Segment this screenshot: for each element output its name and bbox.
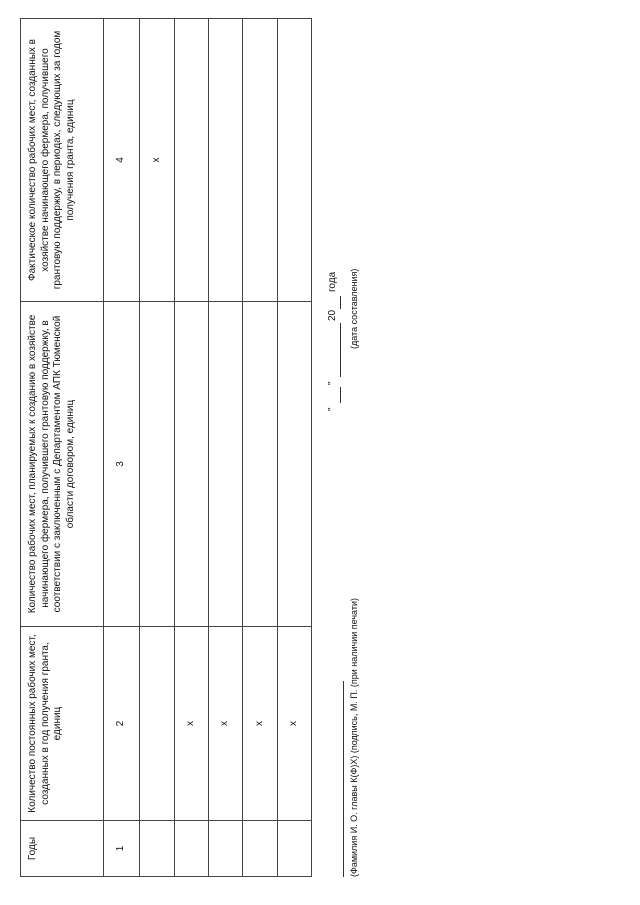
table-cell: x — [140, 19, 174, 302]
jobs-table — [20, 18, 312, 877]
table-row — [140, 19, 174, 877]
table-cell: x — [277, 627, 311, 821]
quote-close: " — [327, 381, 338, 385]
table-cell — [243, 19, 277, 302]
table-cell — [140, 627, 174, 821]
table-cell — [174, 19, 208, 302]
table-cell: x — [243, 627, 277, 821]
table-header-row — [21, 19, 104, 877]
signature-block — [325, 17, 385, 877]
table-row — [174, 19, 208, 877]
day-blank — [325, 387, 341, 403]
quote-open: " — [327, 407, 338, 411]
column-number-row — [103, 19, 139, 877]
table-cell — [174, 821, 208, 877]
table-cell — [140, 821, 174, 877]
year-prefix: 20 — [327, 309, 338, 321]
table-cell — [208, 302, 242, 627]
column-number: 2 — [103, 627, 139, 821]
table-cell — [208, 821, 242, 877]
header-years: Годы — [21, 821, 104, 877]
header-actual-jobs: Фактическое количество рабочих мест, созданных в хозяйстве начинающего фермера, получившего грантовую поддержку, в периодах, следующих за годом получения гранта, единиц — [21, 19, 104, 302]
column-number: 1 — [103, 821, 139, 877]
header-planned-jobs: Количество рабочих мест, планируемых к созданию в хозяйстве начинающего фермера, получившего грантовую поддержку, в соответствии с заключенным с Департаментом АПК Тюменской области договором, единиц — [21, 302, 104, 627]
signer-line — [325, 681, 344, 877]
column-number: 3 — [103, 302, 139, 627]
table-cell — [277, 19, 311, 302]
table-row — [277, 19, 311, 877]
column-number: 4 — [103, 19, 139, 302]
table-cell: x — [174, 627, 208, 821]
table-cell — [277, 302, 311, 627]
table-cell — [174, 302, 208, 627]
year-word: года — [327, 271, 338, 292]
date-caption: (дата составления) — [349, 268, 359, 349]
month-blank — [325, 323, 341, 377]
header-permanent-jobs: Количество постоянных рабочих мест, созданных в год получения гранта, единиц — [21, 627, 104, 821]
table-row — [243, 19, 277, 877]
table-cell — [243, 302, 277, 627]
signer-caption: (Фамилия И. О. главы К(Ф)Х) (подпись, М. П. (при наличии печати) — [349, 598, 359, 877]
table-cell: x — [208, 627, 242, 821]
year-blank — [325, 296, 341, 309]
table-cell — [277, 821, 311, 877]
table-cell — [208, 19, 242, 302]
table-row — [208, 19, 242, 877]
table-cell — [243, 821, 277, 877]
table-cell — [140, 302, 174, 627]
